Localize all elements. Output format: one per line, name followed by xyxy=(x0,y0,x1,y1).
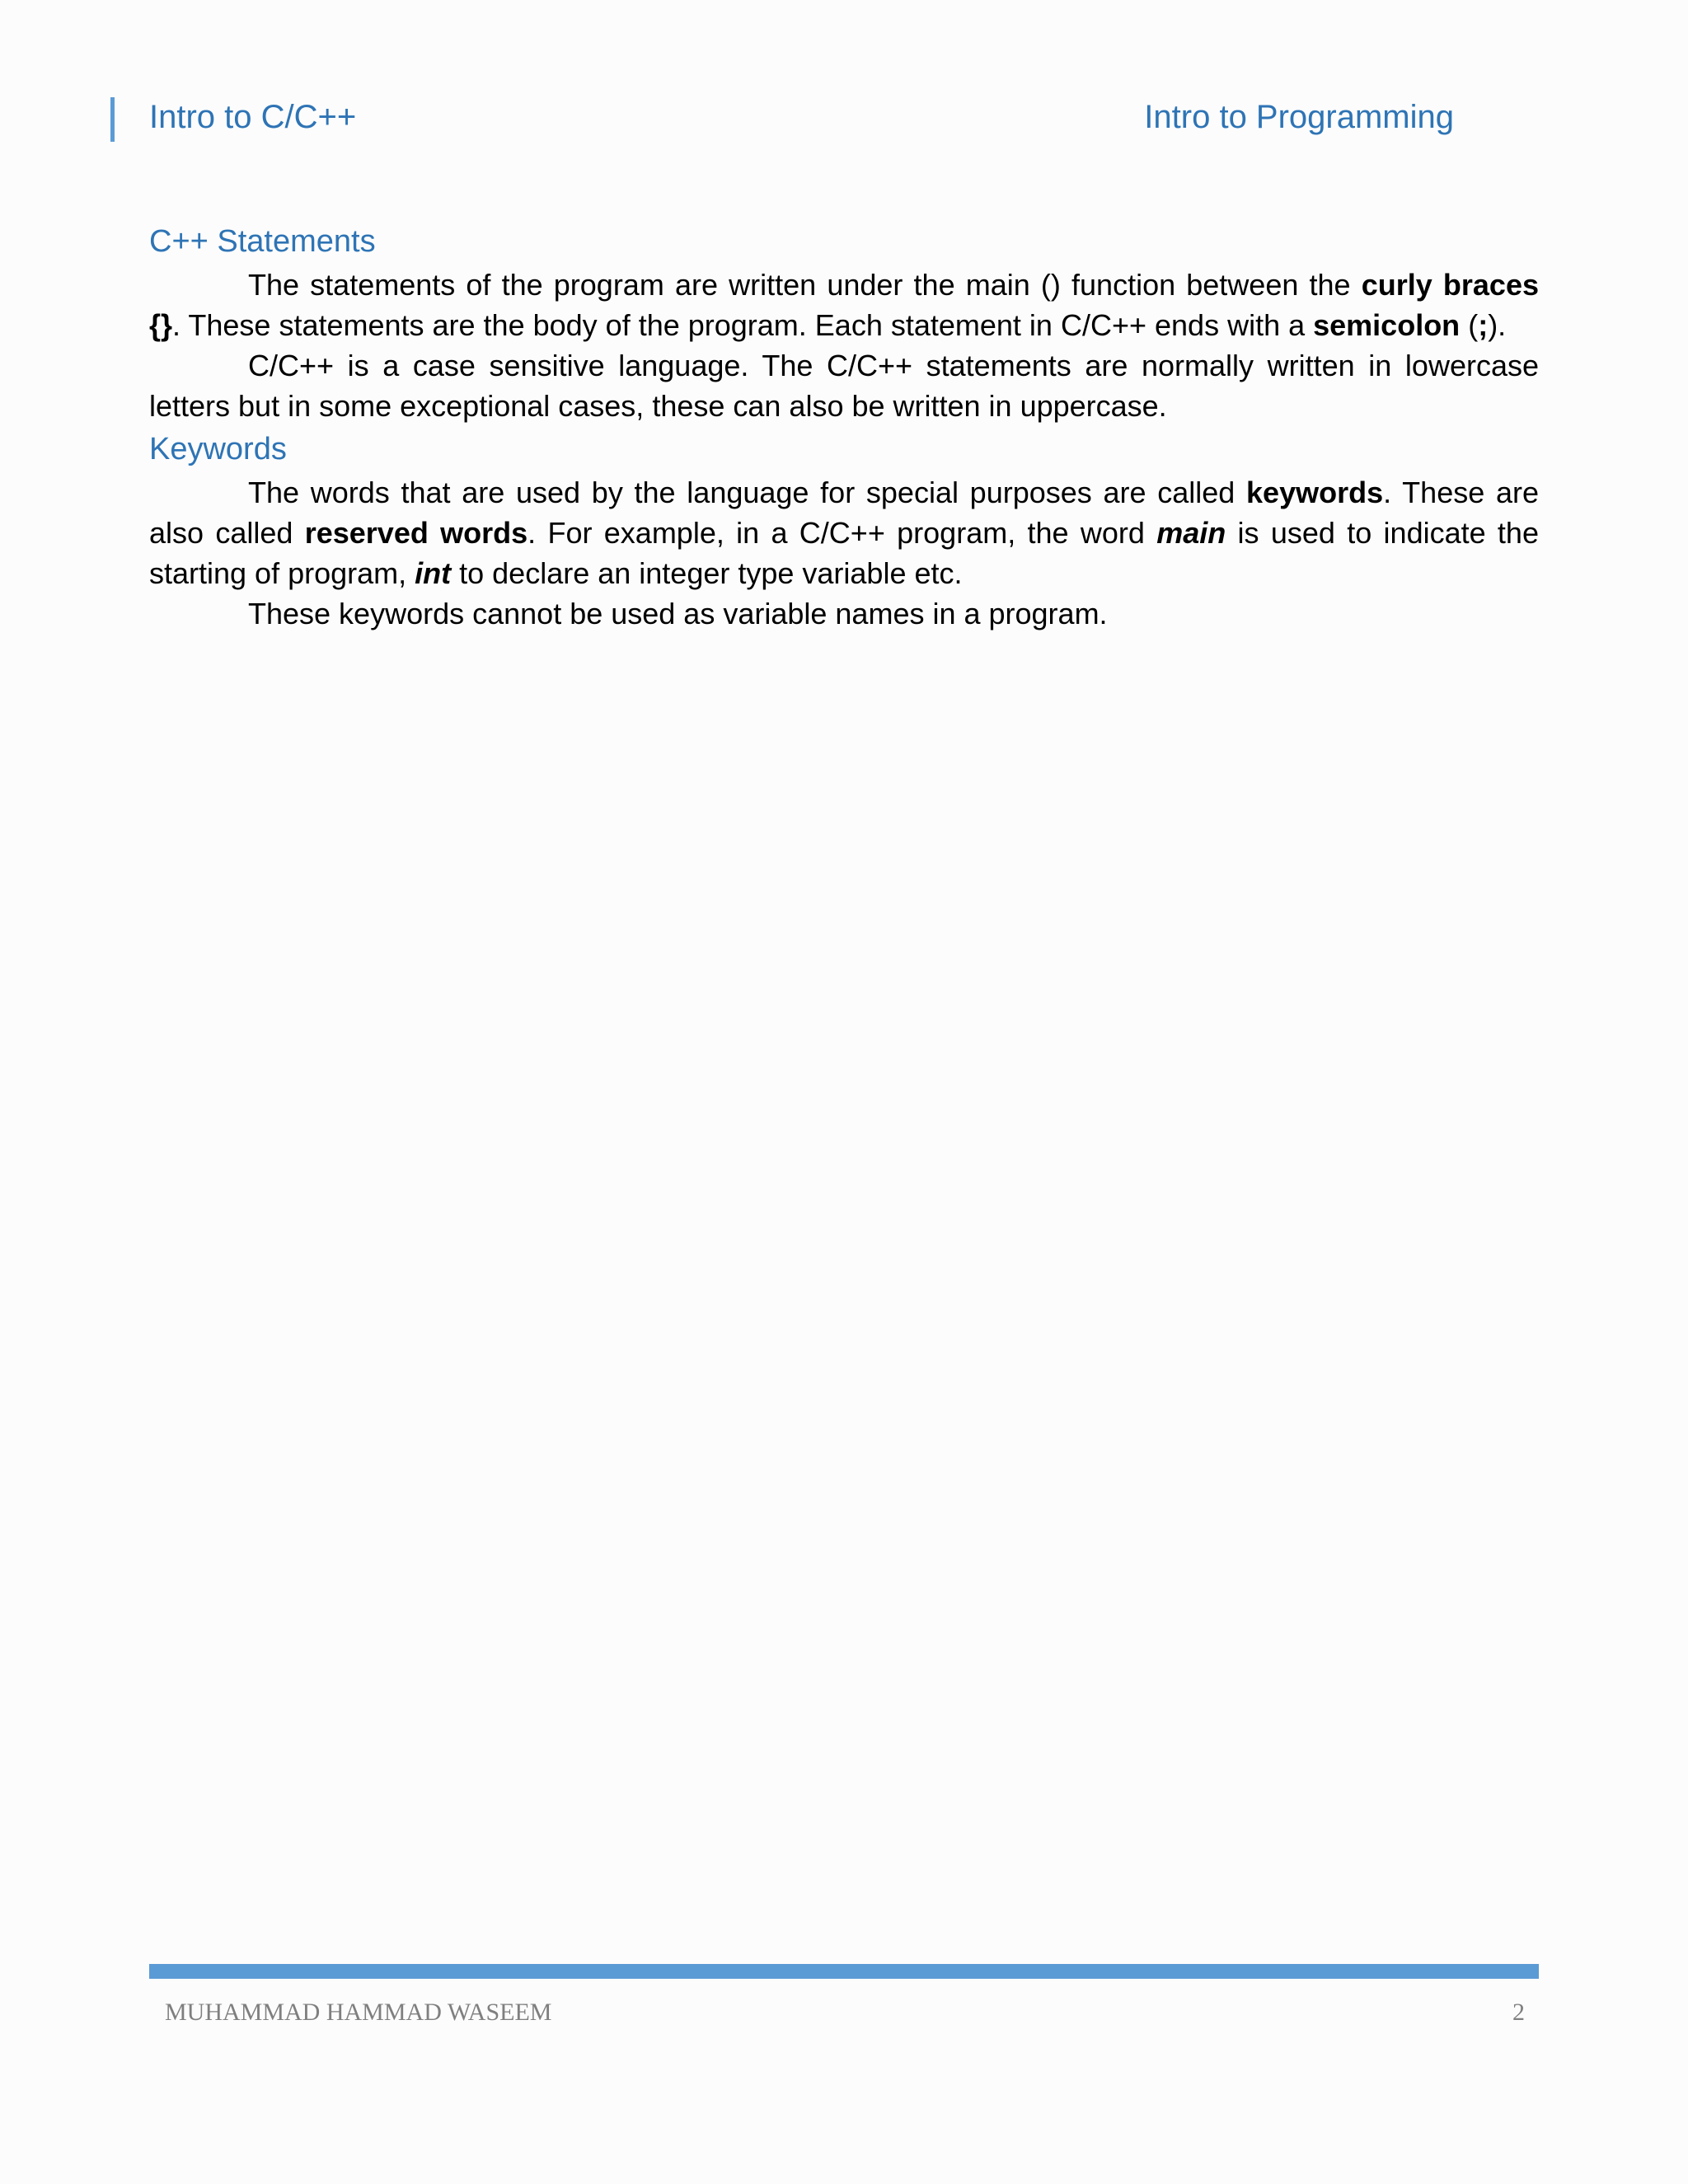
term-curly-braces: curly braces {} xyxy=(149,268,1539,342)
footer-author: MUHAMMAD HAMMAD WASEEM xyxy=(165,1999,552,2026)
term-int: int xyxy=(415,556,452,590)
paragraph-case-sensitivity: C/C++ is a case sensitive language. The C/C++ statements are normally written in lowercase letters but in some exceptional cases, these can also be written in uppercase. xyxy=(149,349,1539,423)
term-reserved-words: reserved words xyxy=(304,516,528,550)
term-semicolon-symbol: ; xyxy=(1478,308,1489,342)
section-heading-statements: C++ Statements xyxy=(149,224,376,259)
term-semicolon: semicolon xyxy=(1313,308,1461,342)
page-header xyxy=(110,97,1512,145)
footer-rule xyxy=(149,1964,1539,1979)
section-heading-keywords: Keywords xyxy=(149,432,287,466)
paragraph-statements-body: The statements of the program are written under the main () function between the curly braces {}. These statements are the body of the program. Each statement in C/C++ ends with a semicolon (;). xyxy=(149,268,1539,342)
term-main: main xyxy=(1156,516,1226,550)
header-accent-bar xyxy=(110,97,115,142)
paragraph-keywords-definition: The words that are used by the language for special purposes are called keywords. These are also called reserved words. For example, in a C/C++ program, the word main is used to indicate the starting of program, int to declare an integer type variable etc. xyxy=(149,476,1539,590)
paragraph-keywords-restriction: These keywords cannot be used as variable names in a program. xyxy=(248,597,1108,630)
header-document-title: Intro to Programming xyxy=(1144,99,1454,135)
page-number: 2 xyxy=(1512,1999,1525,2026)
header-chapter-title: Intro to C/C++ xyxy=(149,99,357,135)
page-content xyxy=(149,218,1539,634)
term-keywords: keywords xyxy=(1246,476,1384,509)
